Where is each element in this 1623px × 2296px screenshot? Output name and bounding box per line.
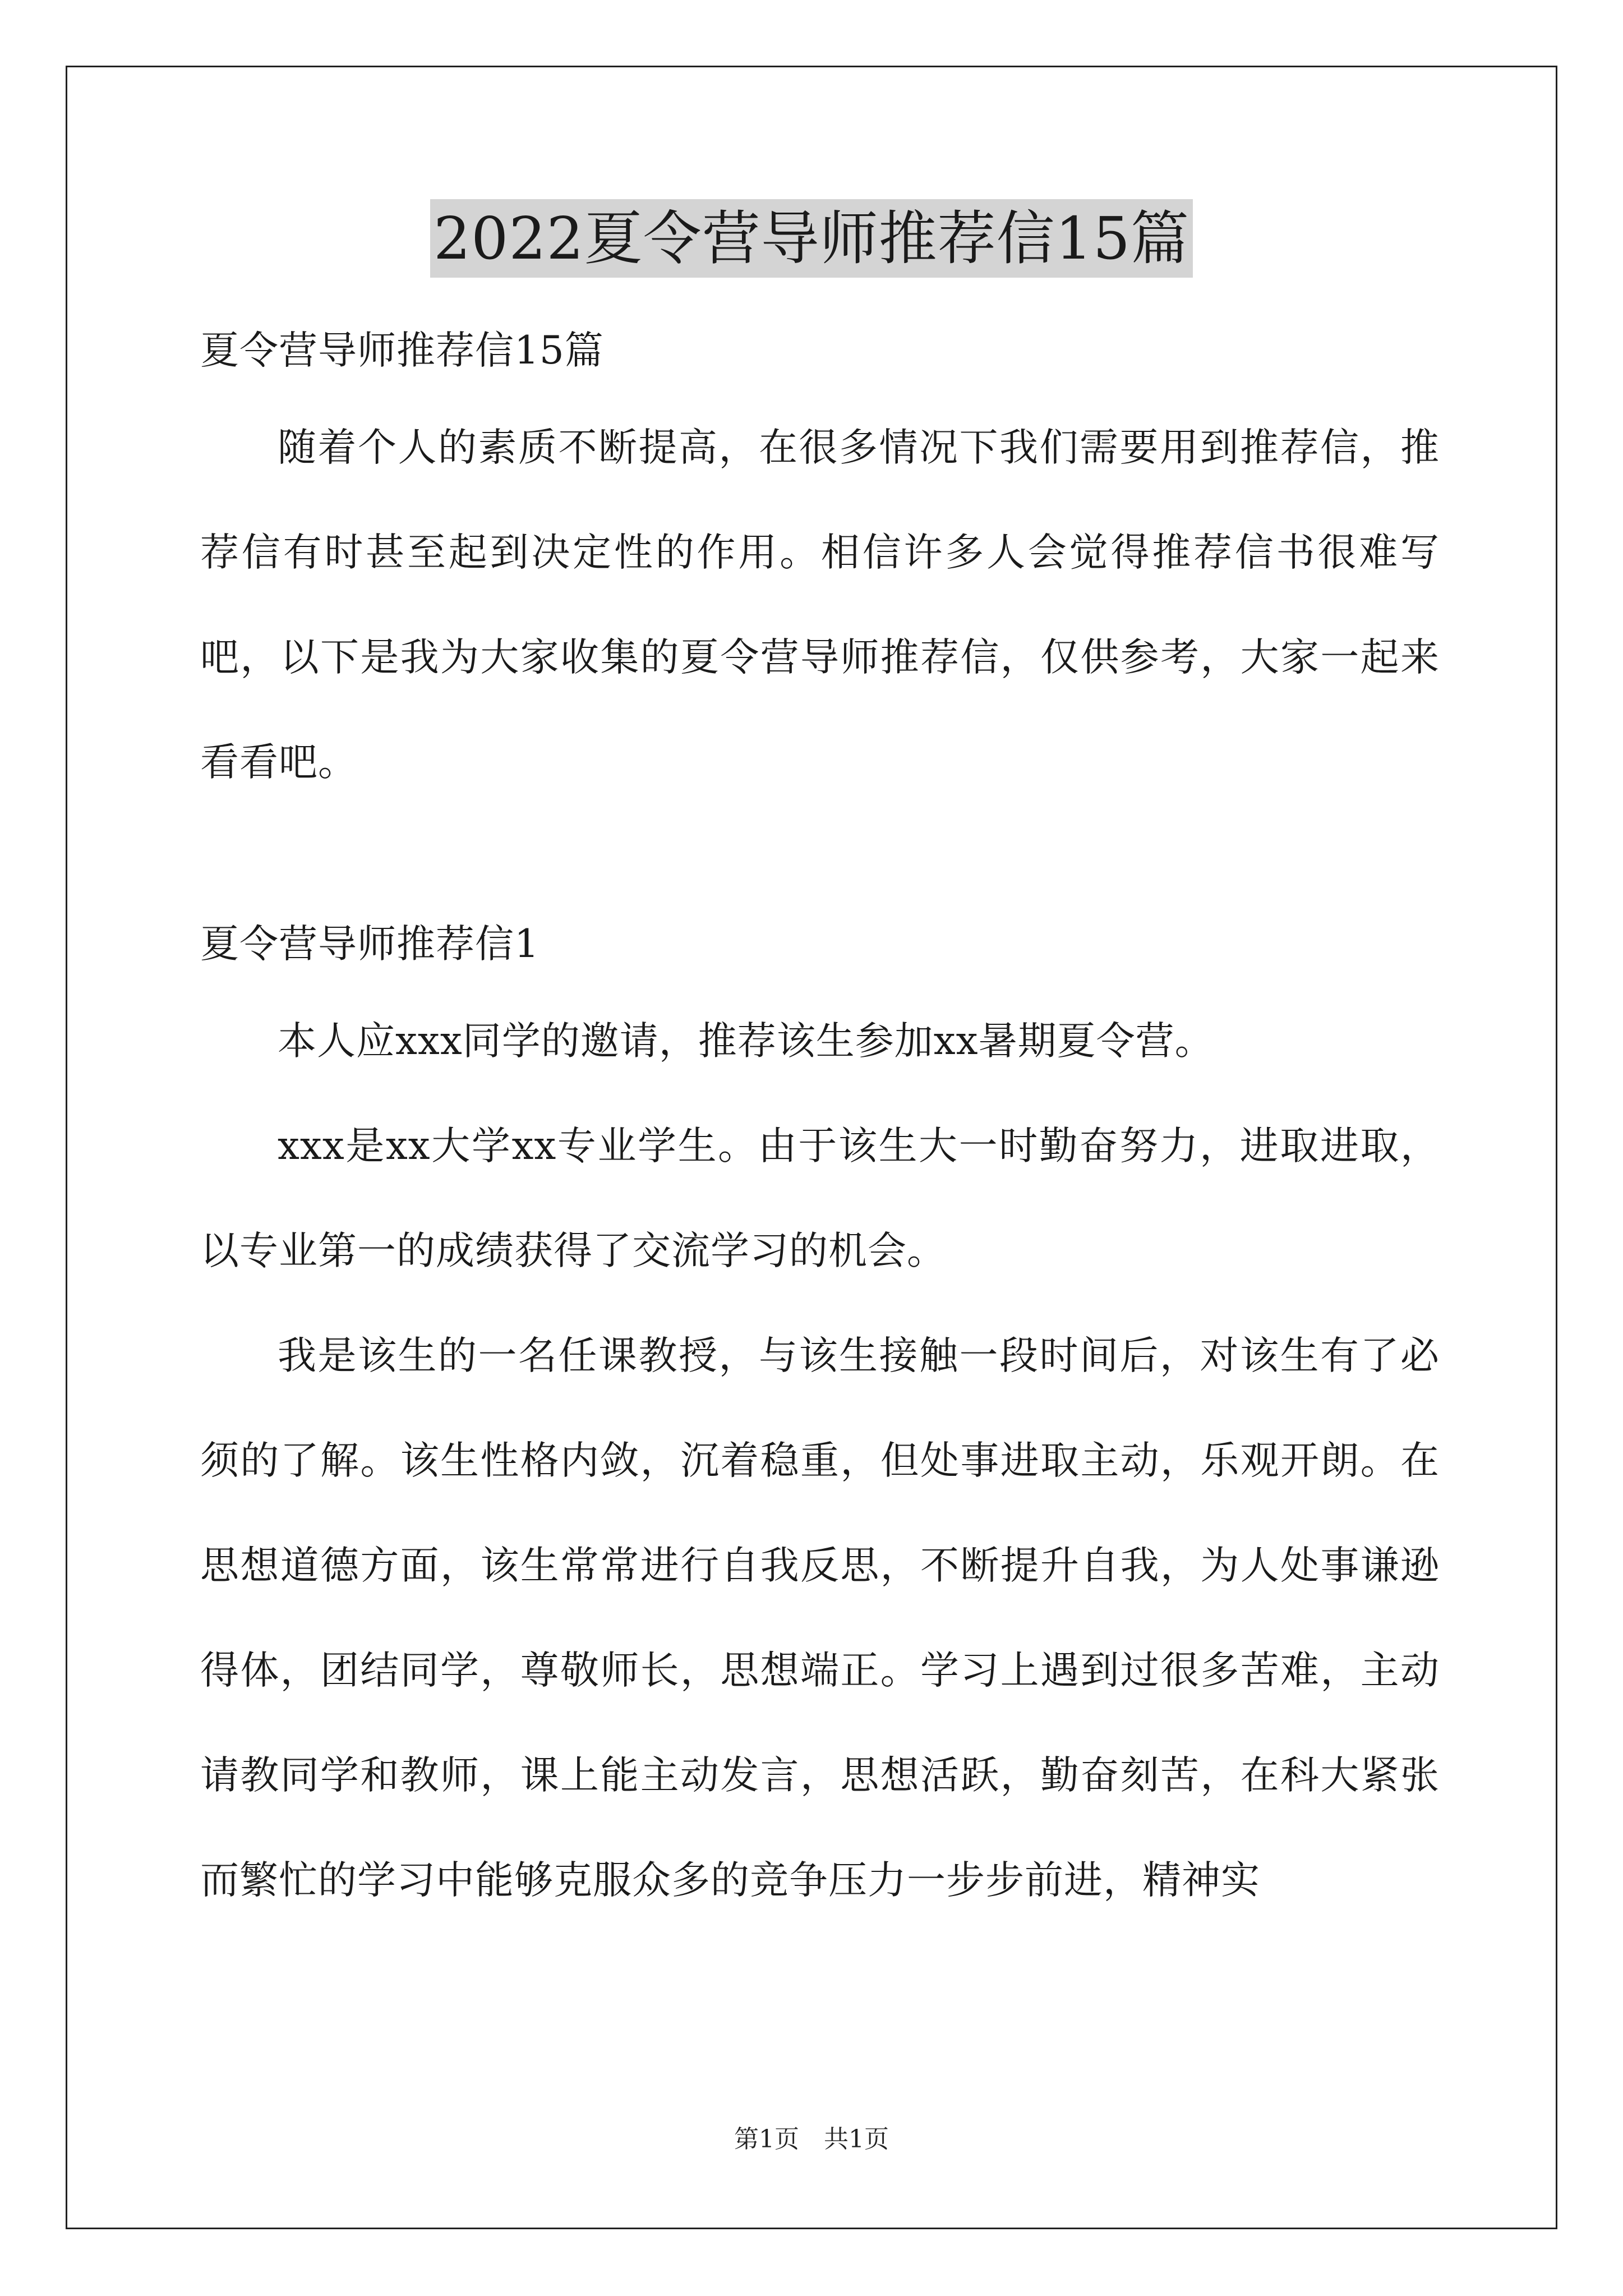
document-body [200, 306, 1440, 1933]
page-footer: 第1页 共1页 [734, 2125, 889, 2154]
intro-paragraph: 随着个人的素质不断提高，在很多情况下我们需要用到推荐信，推荐信有时甚至起到决定性的作用。相信许多人会觉得推荐信书很难写吧，以下是我为大家收集的夏令营导师推荐信，仅供参考，大家一起来看看吧。 [200, 425, 1440, 785]
title-container [0, 199, 1623, 278]
document-title: 2022夏令营导师推荐信15篇 [430, 199, 1193, 278]
document-subtitle: 夏令营导师推荐信15篇 [200, 328, 604, 373]
body-paragraph-1: 本人应xxx同学的邀请，推荐该生参加xx暑期夏令营。 [278, 1019, 1214, 1064]
body-paragraph-2: xxx是xx大学xx专业学生。由于该生大一时勤奋努力，进取进取，以专业第一的成绩获得了交流学习的机会。 [200, 1124, 1440, 1273]
section-heading: 夏令营导师推荐信1 [200, 922, 540, 967]
body-paragraph-3: 我是该生的一名任课教授，与该生接触一段时间后，对该生有了必须的了解。该生性格内敛，沉着稳重，但处事进取主动，乐观开朗。在思想道德方面，该生常常进行自我反思，不断提升自我，为人处事谦逊得体，团结同学，尊敬师长，思想端正。学习上遇到过很多苦难，主动请教同学和教师，课上能主动发言，思想活跃，勤奋刻苦，在科大紧张而繁忙的学习中能够克服众多的竞争压力一步步前进，精神实 [200, 1333, 1440, 1903]
section-gap [200, 815, 1440, 899]
